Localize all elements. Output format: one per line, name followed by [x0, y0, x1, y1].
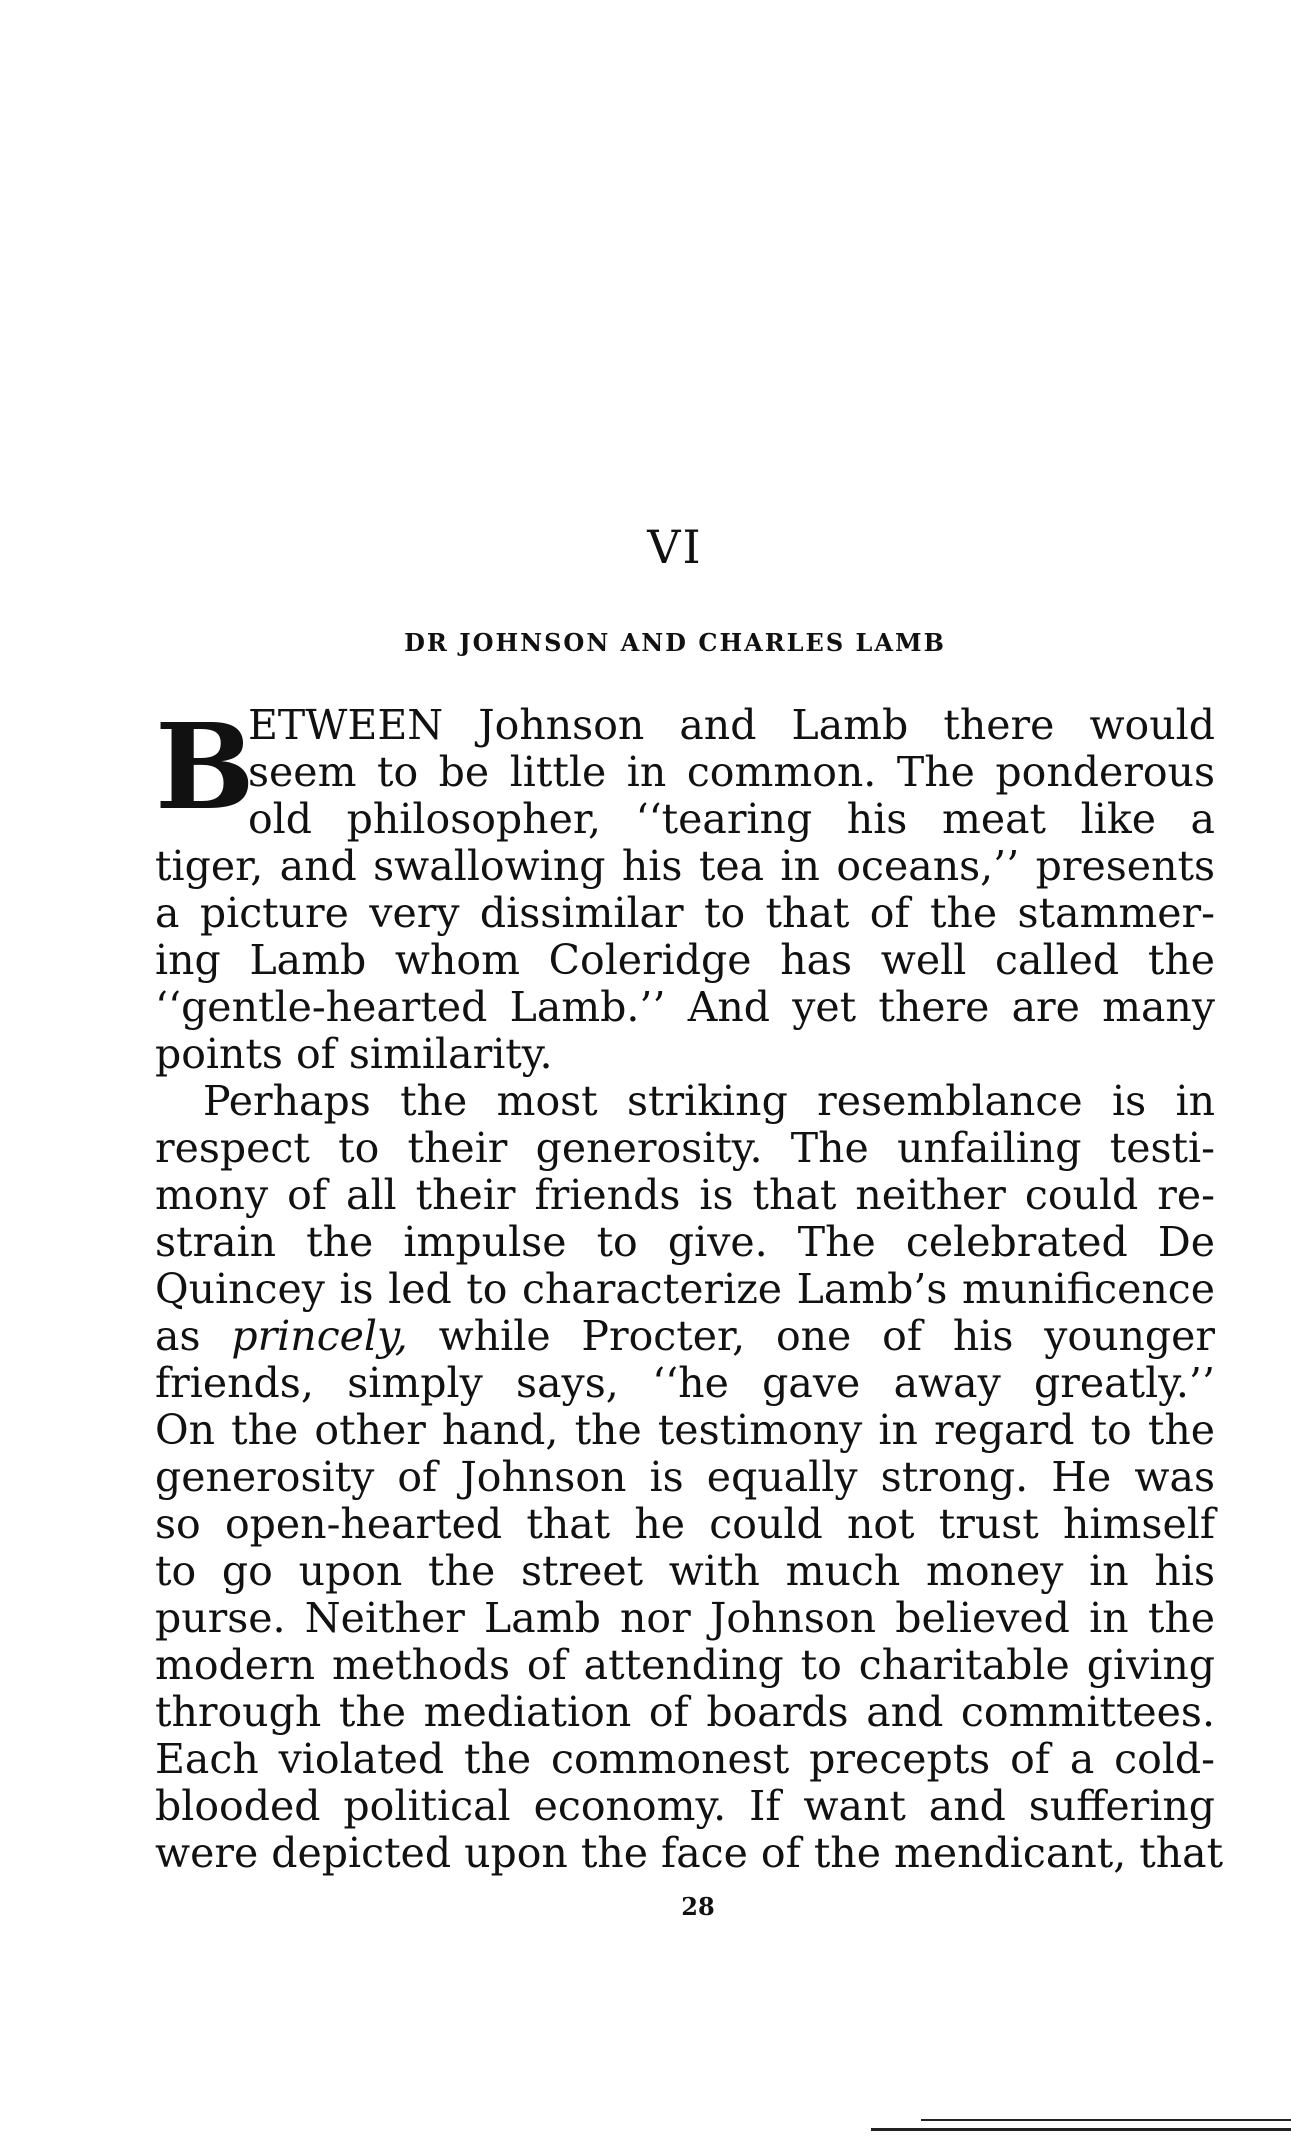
text-line-with-italic	[155, 1313, 1215, 1360]
text-line: mony of all their friends is that neither could re-	[155, 1171, 1215, 1219]
text-line: friends, simply says, ‘‘he gave away greatly.’’	[155, 1359, 1215, 1407]
text-line: through the mediation of boards and committees.	[155, 1688, 1215, 1736]
text-line: ing Lamb whom Coleridge has well called the	[155, 936, 1215, 984]
text-line: On the other hand, the testimony in regard to the	[155, 1406, 1215, 1454]
text-line: old philosopher, ‘‘tearing his meat like a	[248, 795, 1215, 843]
text-line: generosity of Johnson is equally strong. He was	[155, 1453, 1215, 1501]
text-line: blooded political economy. If want and suffering	[155, 1782, 1215, 1830]
page-number: 28	[681, 1892, 715, 1921]
text-line: were depicted upon the face of the mendicant, that	[155, 1829, 1224, 1877]
drop-cap: B	[155, 697, 255, 836]
text-line: Perhaps the most striking resemblance is in	[203, 1077, 1215, 1125]
text-run: while Procter, one of his younger	[407, 1312, 1215, 1360]
text-line: modern methods of attending to charitable giving	[155, 1641, 1215, 1689]
chapter-title: DR JOHNSON AND CHARLES LAMB	[404, 628, 946, 657]
text-line: seem to be little in common. The ponderous	[248, 748, 1215, 796]
page-edge-line	[921, 2119, 1291, 2121]
italic-word: princely,	[231, 1312, 408, 1360]
text-line: a picture very dissimilar to that of the stammer-	[155, 889, 1215, 937]
text-line: ‘‘gentle-hearted Lamb.’’ And yet there are many	[155, 983, 1215, 1031]
text-line: Quincey is led to characterize Lamb’s munificence	[155, 1265, 1215, 1313]
page-edge-line	[871, 2128, 1291, 2131]
text-line: ETWEEN Johnson and Lamb there would	[248, 701, 1215, 749]
text-line: tiger, and swallowing his tea in oceans,’’ presents	[155, 842, 1215, 890]
text-run: as	[155, 1312, 232, 1360]
body-text	[155, 697, 1224, 1877]
text-line: points of similarity.	[155, 1030, 553, 1078]
text-line: to go upon the street with much money in his	[155, 1547, 1215, 1595]
text-line: strain the impulse to give. The celebrated De	[155, 1218, 1215, 1266]
text-line: so open-hearted that he could not trust himself	[155, 1500, 1215, 1548]
text-line: Each violated the commonest precepts of a cold-	[155, 1735, 1215, 1783]
chapter-number: VI	[647, 520, 703, 574]
text-line: purse. Neither Lamb nor Johnson believed in the	[155, 1594, 1215, 1642]
text-line: respect to their generosity. The unfailing testi-	[155, 1124, 1215, 1172]
